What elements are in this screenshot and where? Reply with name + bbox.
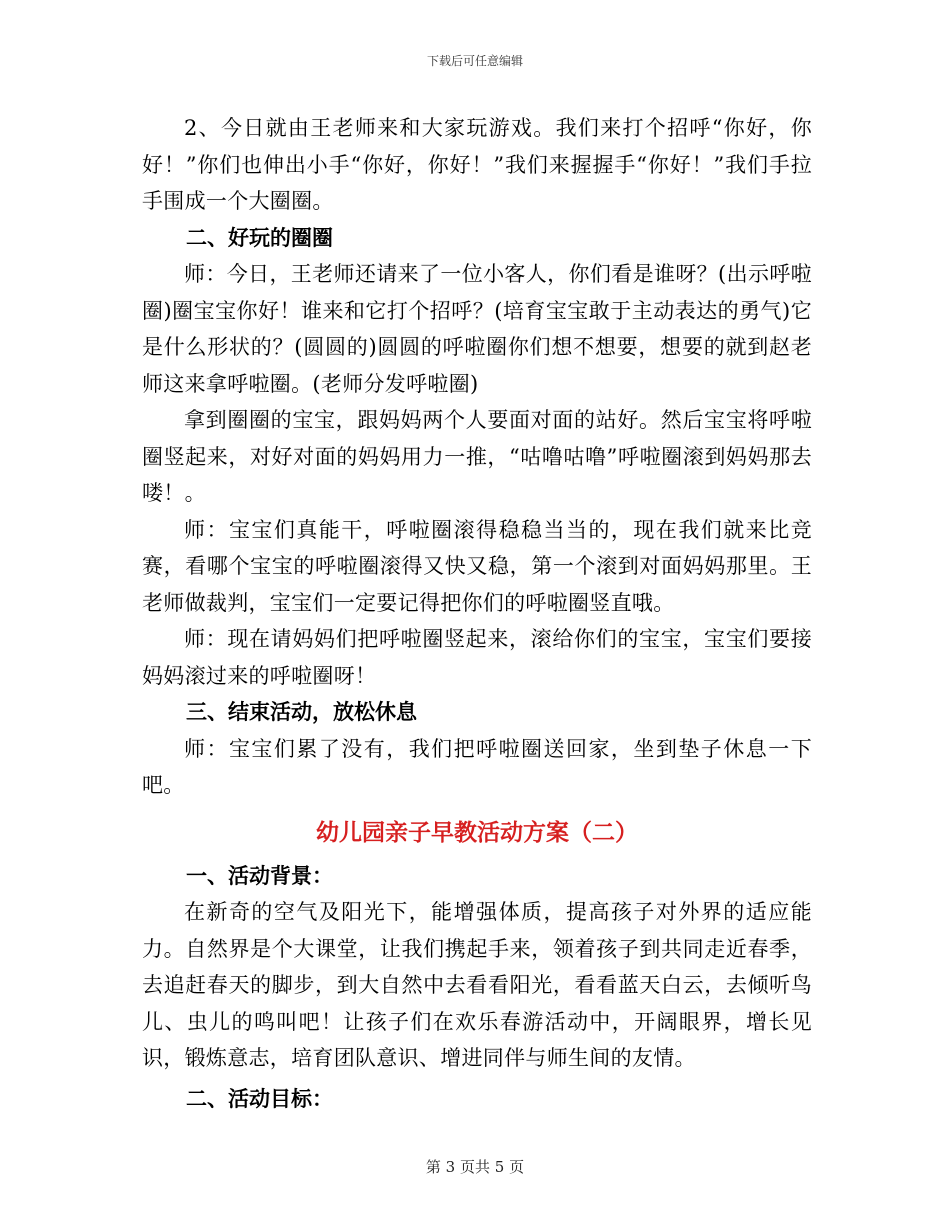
- paragraph-3: 拿到圈圈的宝宝，跟妈妈两个人要面对面的站好。然后宝宝将呼啦圈竖起来，对好对面的妈妈用力一推，“咕噜咕噜”呼啦圈滚到妈妈那去喽！。: [142, 408, 812, 505]
- paragraph-4: 师：宝宝们真能干，呼啦圈滚得稳稳当当的，现在我们就来比竞赛，看哪个宝宝的呼啦圈滚得又快又稳，第一个滚到对面妈妈那里。王老师做裁判，宝宝们一定要记得把你们的呼啦圈竖直哦。: [142, 517, 812, 615]
- page-footer: 第 3 页共 5 页: [425, 1158, 525, 1176]
- section-heading-fun-circles: 二、好玩的圈圈: [186, 225, 333, 250]
- section-heading-goals: 二、活动目标：: [186, 1086, 333, 1111]
- document-body: [142, 110, 812, 1117]
- paragraph-1: 2、今日就由王老师来和大家玩游戏。我们来打个招呼“你好，你好！”你们也伸出小手“你好，你好！”我们来握握手“你好！”我们手拉手围成一个大圈圈。: [142, 116, 812, 213]
- paragraph-5: 师：现在请妈妈们把呼啦圈竖起来，滚给你们的宝宝，宝宝们要接妈妈滚过来的呼啦圈呀！: [142, 627, 812, 688]
- page-header: 下载后可任意编辑: [426, 54, 523, 68]
- paragraph-2: 师：今日，王老师还请来了一位小客人，你们看是谁呀？(出示呼啦圈)圈宝宝你好！谁来和它打个招呼？(培育宝宝敢于主动表达的勇气)它是什么形状的？(圆圆的)圆圆的呼啦圈你们想不想要，想要的就到赵老师这来拿呼啦圈。(老师分发呼啦圈): [142, 262, 812, 396]
- paragraph-6: 师：宝宝们累了没有，我们把呼啦圈送回家，坐到垫子休息一下吧。: [142, 736, 812, 797]
- document-title: 幼儿园亲子早教活动方案（二）: [316, 819, 638, 846]
- section-heading-background: 一、活动背景：: [186, 863, 333, 888]
- section-heading-end-activity: 三、结束活动，放松休息: [186, 700, 417, 724]
- paragraph-7: 在新奇的空气及阳光下，能增强体质，提高孩子对外界的适应能力。自然界是个大课堂，让我们携起手来，领着孩子到共同走近春季，去追赶春天的脚步，到大自然中去看看阳光，看看蓝天白云，去倾听鸟儿、虫儿的鸣叫吧！让孩子们在欢乐春游活动中，开阔眼界，增长见识，锻炼意志，培育团队意识、增进同伴与师生间的友情。: [142, 900, 812, 1070]
